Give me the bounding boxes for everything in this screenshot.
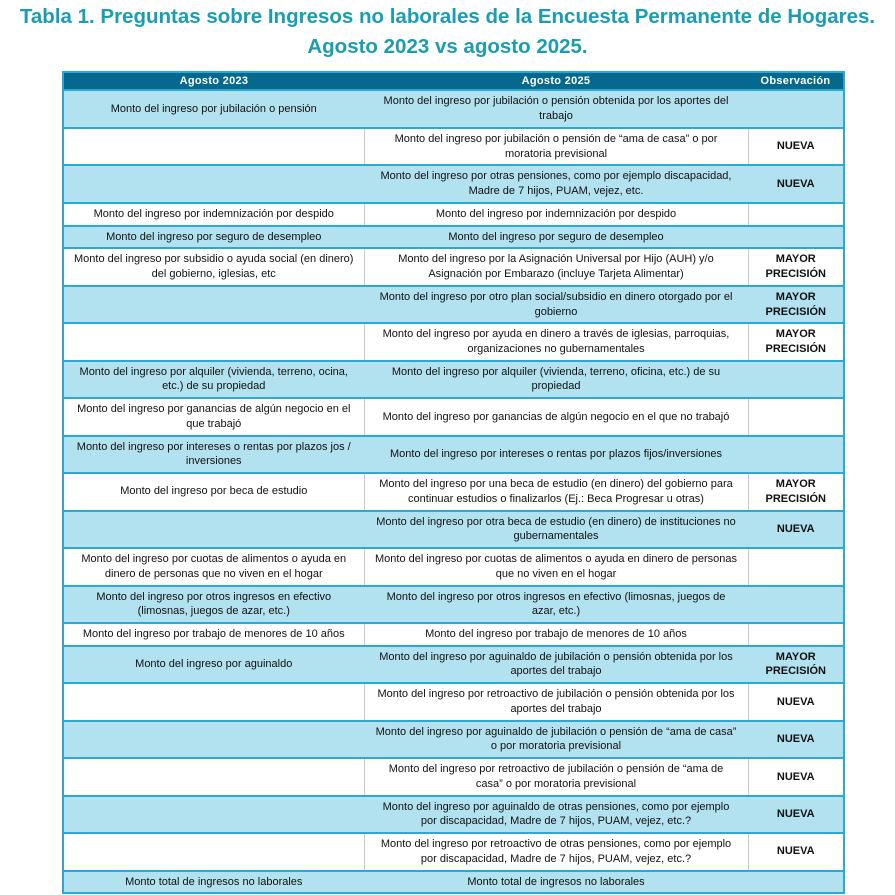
cell-agosto-2025: Monto del ingreso por trabajo de menores de 10 años: [364, 623, 748, 646]
cell-agosto-2025: Monto del ingreso por indemnización por despido: [364, 203, 748, 226]
cell-agosto-2025: Monto del ingreso por otros ingresos en efectivo (limosnas, juegos de azar, etc.): [364, 586, 748, 623]
table-row: [63, 623, 844, 646]
cell-observacion: NUEVA: [748, 758, 844, 795]
cell-agosto-2023: [63, 323, 364, 360]
table-row: [63, 871, 844, 894]
table-row: [63, 833, 844, 870]
cell-observacion: NUEVA: [748, 128, 844, 165]
cell-agosto-2023: [63, 286, 364, 323]
cell-agosto-2025: Monto del ingreso por jubilación o pensión obtenida por los aportes del trabajo: [364, 90, 748, 127]
table-row: [63, 473, 844, 510]
column-header-agosto-2023: Agosto 2023: [63, 72, 364, 90]
table-row: [63, 323, 844, 360]
column-header-agosto-2025: Agosto 2025: [364, 72, 748, 90]
cell-agosto-2025: Monto del ingreso por otro plan social/subsidio en dinero otorgado por el gobierno: [364, 286, 748, 323]
table-row: [63, 683, 844, 720]
table-row: [63, 248, 844, 285]
cell-agosto-2023: Monto del ingreso por beca de estudio: [63, 473, 364, 510]
cell-agosto-2025: Monto del ingreso por seguro de desempleo: [364, 226, 748, 249]
cell-observacion: [748, 398, 844, 435]
cell-agosto-2025: Monto del ingreso por aguinaldo de jubilación o pensión de “ama de casa” o por moratoria previsional: [364, 721, 748, 758]
cell-agosto-2023: Monto del ingreso por ganancias de algún negocio en el que trabajó: [63, 398, 364, 435]
cell-agosto-2025: Monto del ingreso por aguinaldo de otras pensiones, como por ejemplo por discapacidad, Madre de 7 hijos, PUAM, vejez, etc.?: [364, 796, 748, 833]
cell-agosto-2023: [63, 721, 364, 758]
cell-observacion: MAYOR PRECISIÓN: [748, 286, 844, 323]
cell-agosto-2025: Monto del ingreso por cuotas de alimentos o ayuda en dinero de personas que no viven en el hogar: [364, 548, 748, 585]
cell-agosto-2023: [63, 796, 364, 833]
cell-observacion: [748, 203, 844, 226]
table-row: [63, 796, 844, 833]
cell-agosto-2023: Monto del ingreso por intereses o rentas por plazos jos / inversiones: [63, 436, 364, 473]
table-row: [63, 286, 844, 323]
cell-observacion: NUEVA: [748, 511, 844, 548]
cell-observacion: [748, 90, 844, 127]
cell-agosto-2023: Monto del ingreso por subsidio o ayuda social (en dinero) del gobierno, iglesias, etc: [63, 248, 364, 285]
cell-agosto-2023: Monto del ingreso por cuotas de alimentos o ayuda en dinero de personas que no viven en el hogar: [63, 548, 364, 585]
cell-agosto-2025: Monto del ingreso por intereses o rentas por plazos fijos/inversiones: [364, 436, 748, 473]
cell-observacion: [748, 361, 844, 398]
cell-agosto-2023: [63, 128, 364, 165]
table-row: [63, 203, 844, 226]
table-row: [63, 721, 844, 758]
table-row: [63, 646, 844, 683]
cell-agosto-2025: Monto del ingreso por aguinaldo de jubilación o pensión obtenida por los aportes del trabajo: [364, 646, 748, 683]
cell-observacion: NUEVA: [748, 796, 844, 833]
cell-agosto-2025: Monto del ingreso por retroactivo de jubilación o pensión obtenida por los aportes del trabajo: [364, 683, 748, 720]
cell-observacion: MAYOR PRECISIÓN: [748, 473, 844, 510]
table-row: [63, 361, 844, 398]
cell-agosto-2023: Monto del ingreso por aguinaldo: [63, 646, 364, 683]
cell-observacion: NUEVA: [748, 683, 844, 720]
page-title: Tabla 1. Preguntas sobre Ingresos no laborales de la Encuesta Permanente de Hogares. Agosto 2023 vs agosto 2025.: [19, 5, 876, 58]
cell-agosto-2023: Monto del ingreso por indemnización por despido: [63, 203, 364, 226]
table-row: [63, 548, 844, 585]
cell-observacion: [748, 436, 844, 473]
cell-agosto-2023: Monto del ingreso por jubilación o pensión: [63, 90, 364, 127]
cell-observacion: MAYOR PRECISIÓN: [748, 646, 844, 683]
header-row: [63, 72, 844, 90]
cell-agosto-2023: [63, 165, 364, 202]
cell-observacion: NUEVA: [748, 721, 844, 758]
cell-agosto-2025: Monto del ingreso por otra beca de estudio (en dinero) de instituciones no gubernamentales: [364, 511, 748, 548]
cell-agosto-2025: Monto del ingreso por ayuda en dinero a través de iglesias, parroquias, organizaciones no gubernamentales: [364, 323, 748, 360]
table-row: [63, 226, 844, 249]
cell-agosto-2025: Monto del ingreso por alquiler (vivienda, terreno, oficina, etc.) de su propiedad: [364, 361, 748, 398]
cell-agosto-2025: Monto del ingreso por retroactivo de otras pensiones, como por ejemplo por discapacidad, Madre de 7 hijos, PUAM, vejez, etc.?: [364, 833, 748, 870]
cell-agosto-2025: Monto del ingreso por ganancias de algún negocio en el que no trabajó: [364, 398, 748, 435]
table-body: [63, 90, 844, 893]
cell-observacion: [748, 226, 844, 249]
table-row: [63, 165, 844, 202]
cell-agosto-2023: [63, 683, 364, 720]
column-header-observacion: Observación: [748, 72, 844, 90]
table-row: [63, 758, 844, 795]
cell-observacion: NUEVA: [748, 165, 844, 202]
table-row: [63, 436, 844, 473]
table-row: [63, 511, 844, 548]
cell-observacion: MAYOR PRECISIÓN: [748, 323, 844, 360]
table-row: [63, 398, 844, 435]
cell-agosto-2025: Monto del ingreso por retroactivo de jubilación o pensión de “ama de casa” o por moratoria previsional: [364, 758, 748, 795]
table-header: [63, 72, 844, 90]
table-row: [63, 128, 844, 165]
table-row: [63, 90, 844, 127]
cell-agosto-2025: Monto total de ingresos no laborales: [364, 871, 748, 894]
cell-agosto-2023: Monto del ingreso por alquiler (vivienda, terreno, ocina, etc.) de su propiedad: [63, 361, 364, 398]
cell-agosto-2023: Monto del ingreso por otros ingresos en efectivo (limosnas, juegos de azar, etc.): [63, 586, 364, 623]
cell-observacion: NUEVA: [748, 833, 844, 870]
cell-agosto-2025: Monto del ingreso por la Asignación Universal por Hijo (AUH) y/o Asignación por Embarazo (incluye Tarjeta Alimentar): [364, 248, 748, 285]
cell-agosto-2023: [63, 833, 364, 870]
cell-observacion: MAYOR PRECISIÓN: [748, 248, 844, 285]
cell-observacion: [748, 548, 844, 585]
cell-observacion: [748, 871, 844, 894]
cell-observacion: [748, 623, 844, 646]
cell-agosto-2023: [63, 758, 364, 795]
cell-agosto-2023: Monto del ingreso por seguro de desempleo: [63, 226, 364, 249]
cell-agosto-2023: Monto del ingreso por trabajo de menores de 10 años: [63, 623, 364, 646]
cell-agosto-2023: [63, 511, 364, 548]
table-row: [63, 586, 844, 623]
cell-agosto-2025: Monto del ingreso por otras pensiones, como por ejemplo discapacidad, Madre de 7 hijos, PUAM, vejez, etc.: [364, 165, 748, 202]
cell-agosto-2025: Monto del ingreso por jubilación o pensión de “ama de casa” o por moratoria previsional: [364, 128, 748, 165]
comparison-table: [62, 71, 845, 894]
cell-agosto-2025: Monto del ingreso por una beca de estudio (en dinero) del gobierno para continuar estudios o finalizarlos (Ej.: Beca Progresar u otras): [364, 473, 748, 510]
cell-observacion: [748, 586, 844, 623]
cell-agosto-2023: Monto total de ingresos no laborales: [63, 871, 364, 894]
